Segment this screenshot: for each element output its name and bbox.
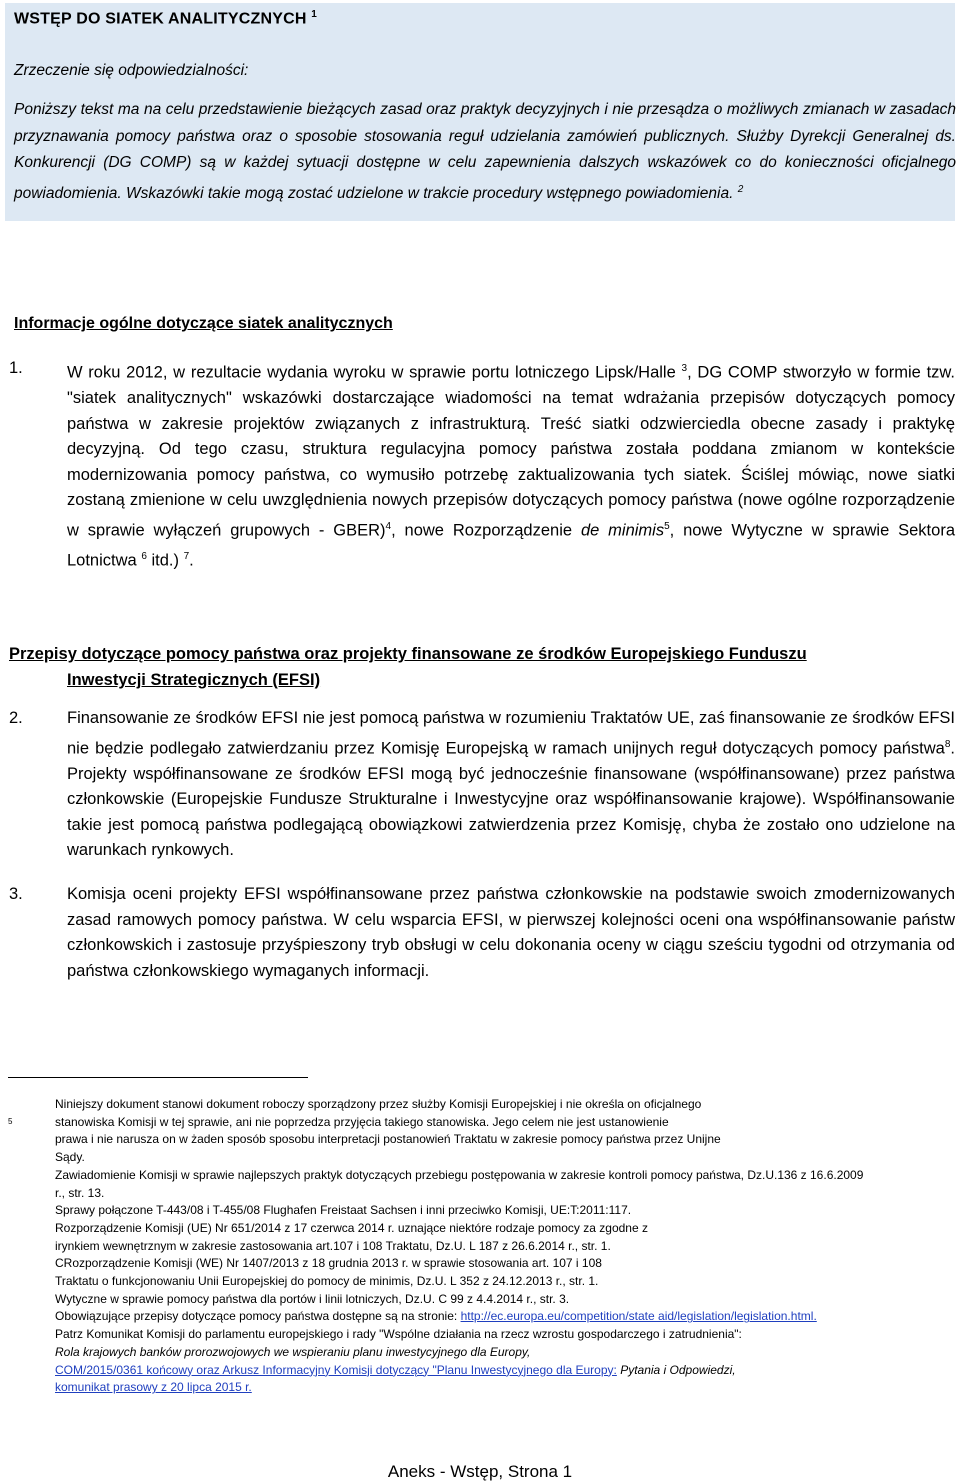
footnote-line: Rozporządzenie Komisji (UE) Nr 651/2014 z 17 czerwca 2014 r. uznające niektóre rodzaje pomocy za zgodne z [55,1220,648,1235]
footnote-ref-8[interactable]: 8 [944,738,951,750]
footnote-line: Wytyczne w sprawie pomocy państwa dla portów i linii lotniczych, Dz.U. C 99 z 4.4.2014 r., str. 3. [55,1291,570,1306]
paragraph-number: 1. [9,359,23,377]
disclaimer-heading: Zrzeczenie się odpowiedzialności: [14,62,249,79]
footnote-ref-7[interactable]: 7 [183,550,190,562]
footnotes-list [55,1096,955,1397]
document-title: WSTĘP DO SIATEK ANALITYCZNYCH $^1$ [14,9,318,28]
footnote-line: stanowiska Komisji w tej sprawie, ani nie poprzedza przyjęcia takiego stanowiska. Jego celem nie jest ustanowienie [55,1114,669,1129]
footnote-ref-4[interactable]: 4 [385,520,392,532]
footnote-line: COM/2015/0361 końcowy oraz Arkusz Informacyjny Komisji dotyczący "Planu Inwestycyjnego dla Europy: Pytania i Odpowiedzi, [55,1362,736,1377]
footnote-line: r., str. 13. [55,1185,105,1200]
paragraph-text: W roku 2012, w rezultacie wydania wyroku w sprawie portu lotniczego Lipsk/Halle $^3$, DG COMP stworzyło w formie tzw. "siatek analitycznych" wskazówki dostarczające wiadomości na temat wdrażania przepisów dotyczących pomocy państwa w zakresie projektów związanych z infrastrukturą. Treść siatki odzwierciedla obecne zasady i praktykę decyzyjną. Od tego czasu, struktura regulacyjna pomocy państwa została poddana zmianom w kontekście modernizowania pomocy państwa, co wymusiło potrzebę zaktualizowania tych siatek. Ściślej mówiąc, nowe siatki zostaną zmienione w celu uwzględnienia nowych przepisów dotyczących pomocy państwa (nowe ogólne rozporządzenie w sprawie wyłączeń grupowych - GBER)$^4$, nowe Rozporządzenie de minimis$^5$, nowe Wytyczne w sprawie Sektora Lotnictwa $^6$ itd.) $^7$. [67,363,955,569]
footnote-ref-1[interactable]: 1 [311,9,318,20]
footnote-line [55,1379,955,1397]
footnote-ref-2[interactable]: 2 [737,183,744,195]
footnote-ref-6[interactable]: 6 [141,550,147,562]
footnote-separator [8,1077,308,1078]
footnote-line: Traktatu o funkcjonowaniu Unii Europejskiej do pomocy de minimis, Dz.U. L 352 z 24.12.2013 r., str. 1. [55,1274,599,1289]
footnote-line: Niniejszy dokument stanowi dokument roboczy sporządzony przez służby Komisji Europejskiej i nie określa on oficjalnego [55,1097,702,1111]
paragraph-1 [9,356,955,574]
section-heading-general: Informacje ogólne dotyczące siatek analitycznych [14,315,393,332]
page-footer: Aneks - Wstęp, Strona 1 [387,1462,573,1481]
footnote-line: CRozporządzenie Komisji (WE) Nr 1407/2013 z 18 grudnia 2013 r. w sprawie stosowania art. 107 i 108 [55,1256,602,1271]
com-document-link[interactable]: COM/2015/0361 końcowy oraz Arkusz Informacyjny Komisji dotyczący "Planu Inwestycyjnego dla Europy: [55,1362,617,1377]
paragraph-text: Komisja oceni projekty EFSI współfinansowane przez państwa członkowskie na podstawie swoich zmodernizowanych zasad ramowych pomocy państwa. W celu wsparcia EFSI, w pierwszej kolejności oceni ona współfinansowanie państw członkowskich i zastosuje przyśpieszony tryb obsługi w celu dokonania oceny w ciągu sześciu tygodni od otrzymania od państwa członkowskiego wymaganych informacji. [67,885,955,980]
legislation-link[interactable]: http://ec.europa.eu/competition/state aid/legislation/legislation.html. [460,1309,817,1324]
footnote-line: Zawiadomienie Komisji w sprawie najlepszych praktyk dotyczących przebiegu postępowania w zakresie kontroli pomocy państwa, Dz.U.136 z 16.6.2009 [55,1167,864,1182]
paragraph-text: Finansowanie ze środków EFSI nie jest pomocą państwa w rozumieniu Traktatów UE, zaś finansowanie ze środków EFSI nie będzie podlegało zatwierdzaniu przez Komisję Europejską w ramach unijnych reguł dotyczących pomocy państwa$^8$. Projekty współfinansowane ze środków EFSI mogą być jednocześnie finansowane (współfinansowane) przez państwa członkowskie (Europejskie Fundusze Strukturalne i Inwestycyjne oraz współfinansowanie krajowe). Współfinansowanie takie jest pomocą państwa podlegającą obowiązkowi zatwierdzenia przez Komisję, chyba że zostało ono udzielone na warunkach rynkowych. [67,709,955,859]
footnote-line: Sprawy połączone T-443/08 i T-455/08 Flughafen Freistaat Sachsen i inni przeciwko Komisji, UE:T:2011:117. [55,1203,632,1218]
paragraph-number: 2. [9,709,23,727]
footnote-ref-3[interactable]: 3 [681,363,688,374]
footnote-line: Patrz Komunikat Komisji do parlamentu europejskiego i rady "Wspólne działania na rzecz wzrostu gospodarczego i zatrudnienia": [55,1327,742,1342]
section-heading-efsi: Przepisy dotyczące pomocy państwa oraz projekty finansowane ze środków Europejskiego Funduszu Inwestycji Strategicznych (EFSI) [9,645,807,689]
footnote-line: Obowiązujące przepisy dotyczące pomocy państwa dostępne są na stronie: http://ec.europa.eu/competition/state aid/legislation/legislation.html. [55,1309,817,1324]
disclaimer-box [5,3,955,221]
footnote-line: prawa i nie narusza on w żaden sposób sposobu interpretacji postanowień Traktatu w zakresie pomocy państwa przez Unijne [55,1132,721,1147]
paragraph-2 [9,706,955,864]
paragraph-number: 3. [9,885,23,903]
footnote-line: Rola krajowych banków prorozwojowych we wspieraniu planu inwestycyjnego dla Europy, [55,1344,531,1359]
footnote-line: irynkiem wewnętrznym w zakresie zastosowania art.107 i 108 Traktatu, Dz.U. L 187 z 26.6.2014 r., str. 1. [55,1238,611,1253]
paragraph-3 [9,882,955,984]
disclaimer-text: Poniższy tekst ma na celu przedstawienie bieżących zasad oraz praktyk decyzyjnych i nie przesądza o możliwych zmianach w zasadach przyznawania pomocy państwa oraz o sposobie stosowania reguł udzielania zamówień publicznych. Służby Dyrekcji Generalnej ds. Konkurencji (DG COMP) są w każdej sytuacji dostępne w celu zapewnienia dalszych wskazówek co do konieczności oficjalnego powiadomienia. Wskazówki takie mogą zostać udzielone w trakcie procedury wstępnego powiadomienia. $^2$ [14,101,956,202]
footnote-marker: 5 [8,1117,13,1126]
press-release-link[interactable]: komunikat prasowy z 20 lipca 2015 r. [55,1380,252,1395]
footnote-line: Sądy. [55,1150,85,1165]
footnote-ref-5[interactable]: 5 [664,520,670,532]
